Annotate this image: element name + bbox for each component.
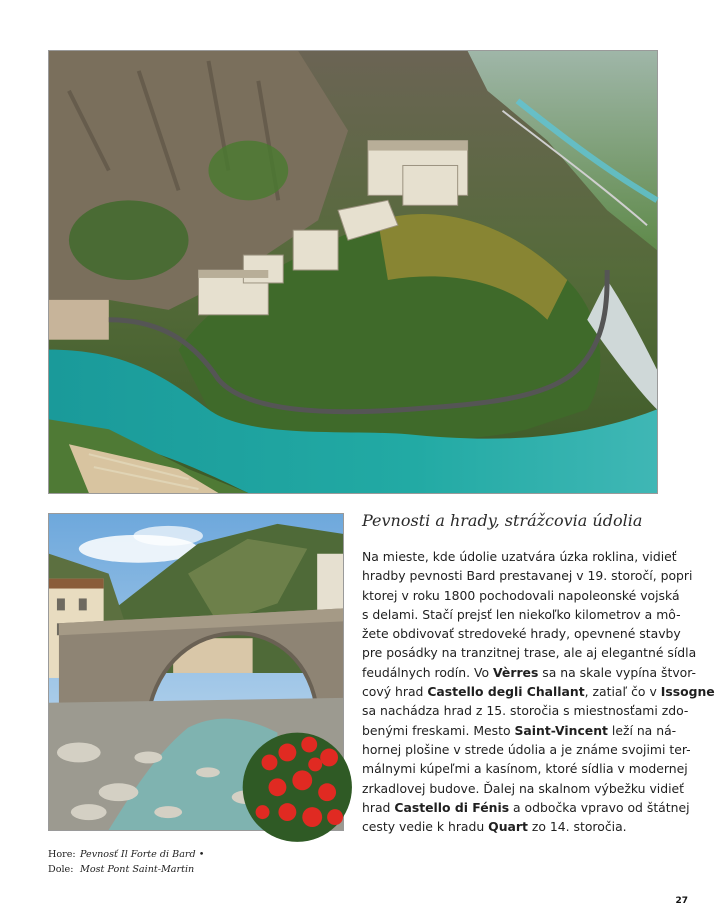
body-text-run: s delami. Stačí prejsť len niekoľko kilometrov a mô- xyxy=(362,606,681,622)
body-text-run: Na mieste, kde údolie uzatvára úzka roklina, vidieť xyxy=(362,549,677,564)
body-line xyxy=(362,740,691,759)
body-line xyxy=(362,624,681,643)
pont-saint-martin-illustration xyxy=(49,514,343,830)
body-line xyxy=(362,759,688,778)
body-line xyxy=(362,643,697,662)
body-text-run: zo 14. storočia. xyxy=(527,819,627,835)
body-line xyxy=(362,586,680,605)
body-line xyxy=(362,663,697,682)
body-text-run: hrad xyxy=(362,799,395,815)
body-line xyxy=(362,817,658,836)
body-text-run: feudálnych rodín. Vo xyxy=(362,664,494,680)
body-line xyxy=(362,721,677,740)
body-text-run: , zatiaľ čo v xyxy=(584,684,661,700)
caption-bottom-label: Dole: xyxy=(48,864,74,875)
forte-di-bard-illustration xyxy=(49,51,657,493)
caption-top-label: Hore: xyxy=(48,849,76,860)
body-line xyxy=(362,682,715,701)
page-number: 27 xyxy=(675,896,688,906)
caption-top-text: Pevnosť Il Forte di Bard • xyxy=(80,849,205,860)
photo-forte-di-bard xyxy=(48,50,658,494)
body-text xyxy=(362,547,715,836)
body-line xyxy=(362,779,685,798)
body-text-run: sa nachádza hrad z 15. storočia s miestnosťami zdo- xyxy=(362,703,689,719)
place-name: Issogne xyxy=(660,684,715,700)
caption-top xyxy=(48,847,348,862)
body-text-run: cový hrad xyxy=(362,684,428,700)
body-text-run: hornej plošine v strede údolia a je známe svojimi ter- xyxy=(362,741,691,757)
body-text-run: hradby pevnosti Bard prestavanej v 19. storočí, popri xyxy=(362,568,693,584)
body-text-run: leží na ná- xyxy=(607,722,677,738)
body-text-run: ktorej v roku 1800 pochodovali napoleonské vojská xyxy=(362,587,680,603)
body-text-run: benými freskami. Mesto xyxy=(362,722,515,738)
place-name: Castello degli Challant xyxy=(427,684,585,700)
place-name: Vèrres xyxy=(493,664,539,680)
body-text-run: sa na skale vypína štvor- xyxy=(538,664,697,680)
place-name: Castello di Fénis xyxy=(394,799,510,815)
caption-bottom xyxy=(48,862,348,877)
body-line xyxy=(362,547,677,566)
photo-pont-saint-martin xyxy=(48,513,344,831)
body-text-run: pre posádky na tranzitnej trase, ale aj elegantné sídla xyxy=(362,645,697,661)
place-name: Saint-Vincent xyxy=(514,722,608,738)
photo-captions xyxy=(48,847,348,877)
caption-bottom-text: Most Pont Saint-Martin xyxy=(80,864,195,875)
body-line xyxy=(362,798,690,817)
place-name: Quart xyxy=(488,819,528,835)
body-text-run: a odbočka vpravo od štátnej xyxy=(509,799,690,815)
section-title: Pevnosti a hrady, strážcovia údolia xyxy=(362,511,643,530)
body-text-run: málnymi kúpeľmi a kasínom, ktoré sídlia v modernej xyxy=(362,761,688,777)
body-text-run: žete obdivovať stredoveké hrady, opevnené stavby xyxy=(362,626,681,642)
body-line xyxy=(362,605,681,624)
body-line xyxy=(362,566,693,585)
body-text-run: cesty vedie k hradu xyxy=(362,819,489,835)
body-line xyxy=(362,701,689,720)
body-text-run: zrkadlovej budove. Ďalej na skalnom výbežku vidieť xyxy=(362,780,685,796)
